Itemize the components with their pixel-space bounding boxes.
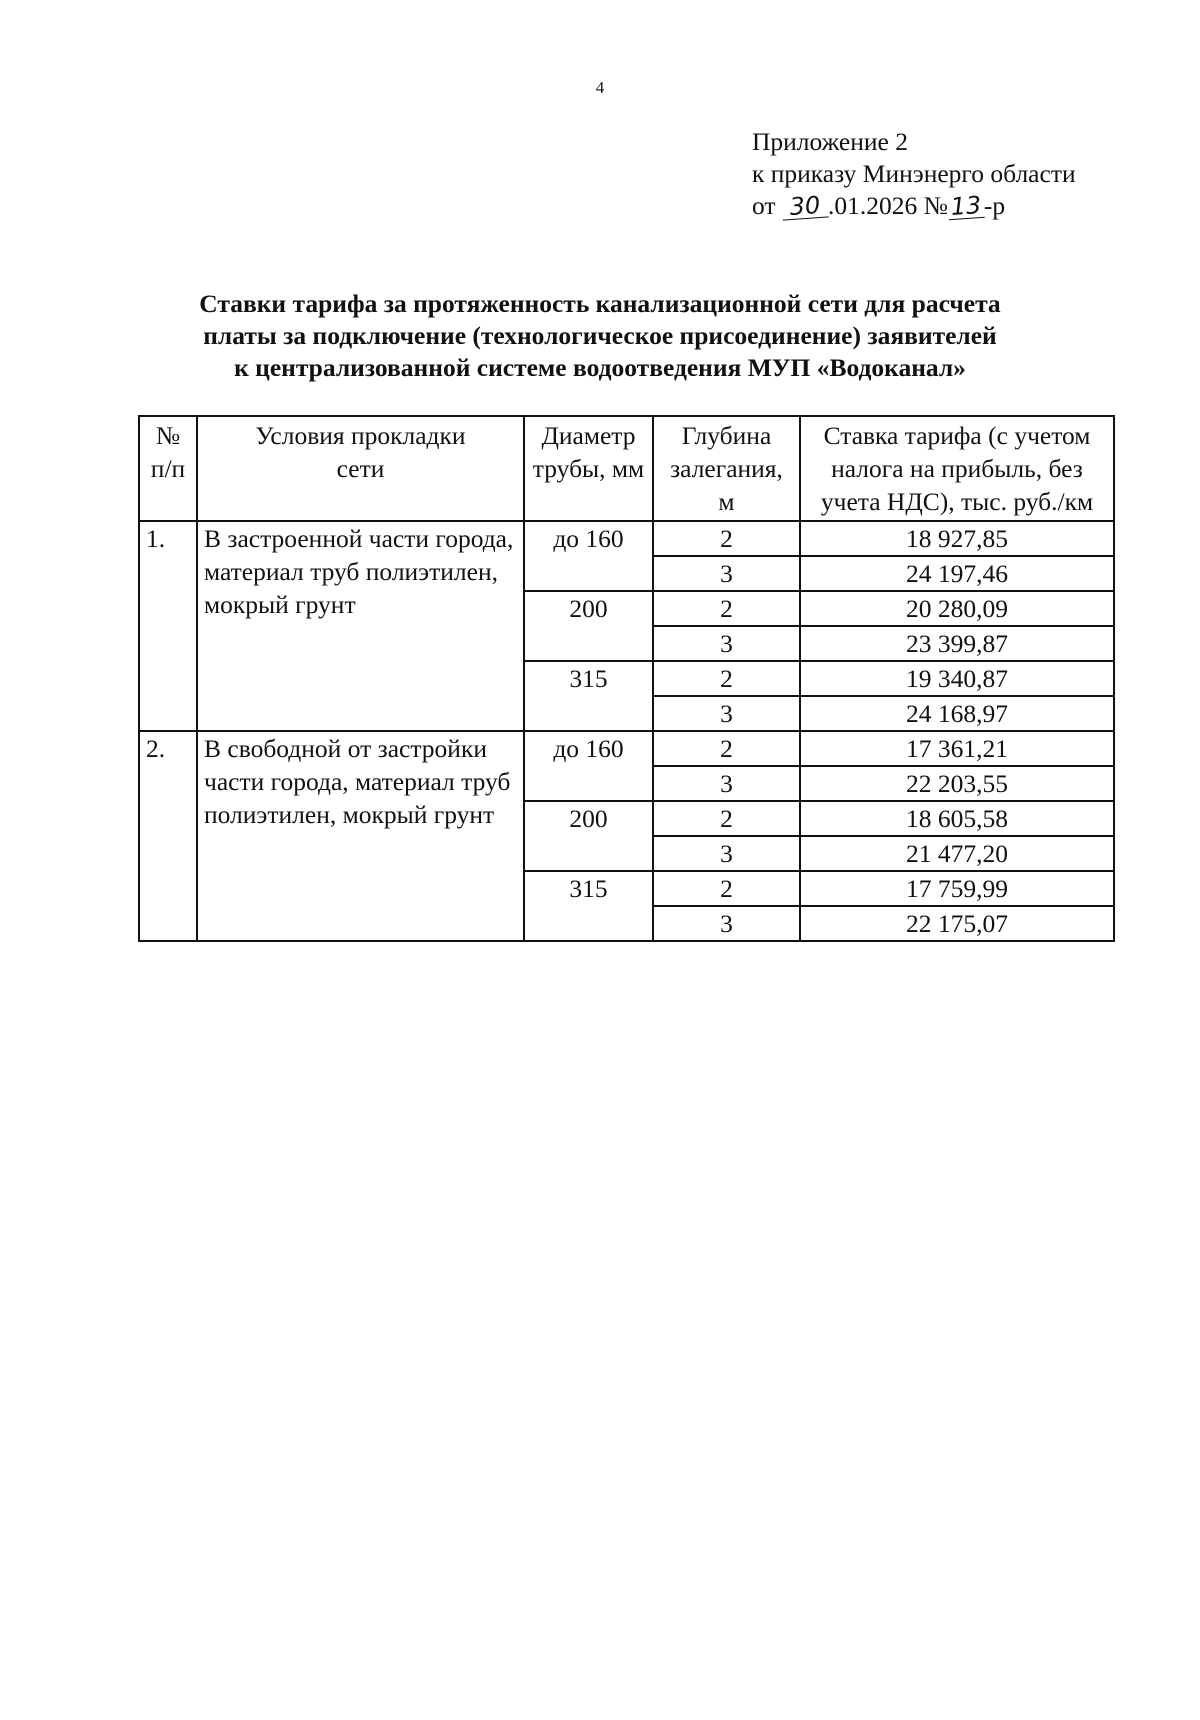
rate-value: 17 759,99 xyxy=(800,871,1114,906)
row-number: 1. xyxy=(139,521,197,731)
laying-conditions: В застроенной части города, материал труб полиэтилен, мокрый грунт xyxy=(197,521,524,731)
depth-value: 2 xyxy=(653,731,800,766)
rate-value: 22 203,55 xyxy=(800,766,1114,801)
rate-value: 24 197,46 xyxy=(800,556,1114,591)
appendix-line-3 xyxy=(752,190,1076,222)
rate-value: 19 340,87 xyxy=(800,661,1114,696)
rate-value: 22 175,07 xyxy=(800,906,1114,941)
pipe-diameter: 200 xyxy=(524,801,653,871)
table-header-row xyxy=(139,416,1114,521)
title-line-2: платы за подключение (технологическое присоединение) заявителей xyxy=(203,321,997,350)
rate-value: 17 361,21 xyxy=(800,731,1114,766)
handwritten-day: 30 xyxy=(781,192,829,220)
rate-value: 18 927,85 xyxy=(800,521,1114,556)
rate-value: 20 280,09 xyxy=(800,591,1114,626)
appendix-line-1: Приложение 2 xyxy=(752,127,908,156)
depth-value: 2 xyxy=(653,521,800,556)
page-number: 4 xyxy=(595,78,605,97)
header-depth: Глубина залегания, м xyxy=(653,416,800,521)
header-rate: Ставка тарифа (с учетом налога на прибыль, без учета НДС), тыс. руб./км xyxy=(800,416,1114,521)
date-prefix: от xyxy=(752,191,776,220)
header-num: № п/п xyxy=(139,416,197,521)
order-number-suffix: -р xyxy=(983,191,1006,220)
depth-value: 3 xyxy=(653,556,800,591)
pipe-diameter: до 160 xyxy=(524,521,653,591)
pipe-diameter: 200 xyxy=(524,591,653,661)
depth-value: 2 xyxy=(653,801,800,836)
laying-conditions: В свободной от застройки части города, материал труб полиэтилен, мокрый грунт xyxy=(197,731,524,941)
depth-value: 2 xyxy=(653,591,800,626)
pipe-diameter: 315 xyxy=(524,871,653,941)
header-conditions: Условия прокладки сети xyxy=(197,416,524,521)
appendix-block xyxy=(752,126,1076,222)
row-number: 2. xyxy=(139,731,197,941)
title-line-3: к централизованной системе водоотведения МУП «Водоканал» xyxy=(234,353,966,382)
appendix-line-2: к приказу Минэнерго области xyxy=(752,159,1076,188)
header-diameter: Диаметр трубы, мм xyxy=(524,416,653,521)
table-row xyxy=(139,521,1114,556)
pipe-diameter: 315 xyxy=(524,661,653,731)
depth-value: 3 xyxy=(653,696,800,731)
handwritten-order-number: 13 xyxy=(947,193,985,220)
depth-value: 3 xyxy=(653,766,800,801)
depth-value: 2 xyxy=(653,661,800,696)
pipe-diameter: до 160 xyxy=(524,731,653,801)
rate-value: 23 399,87 xyxy=(800,626,1114,661)
table-row xyxy=(139,731,1114,766)
title-line-1: Ставки тарифа за протяженность канализационной сети для расчета xyxy=(199,289,1001,318)
depth-value: 3 xyxy=(653,626,800,661)
depth-value: 3 xyxy=(653,906,800,941)
depth-value: 3 xyxy=(653,836,800,871)
rate-value: 18 605,58 xyxy=(800,801,1114,836)
tariff-table xyxy=(138,415,1115,942)
rate-value: 21 477,20 xyxy=(800,836,1114,871)
document-title xyxy=(100,288,1100,384)
rate-value: 24 168,97 xyxy=(800,696,1114,731)
date-rest: .01.2026 № xyxy=(827,191,948,220)
depth-value: 2 xyxy=(653,871,800,906)
